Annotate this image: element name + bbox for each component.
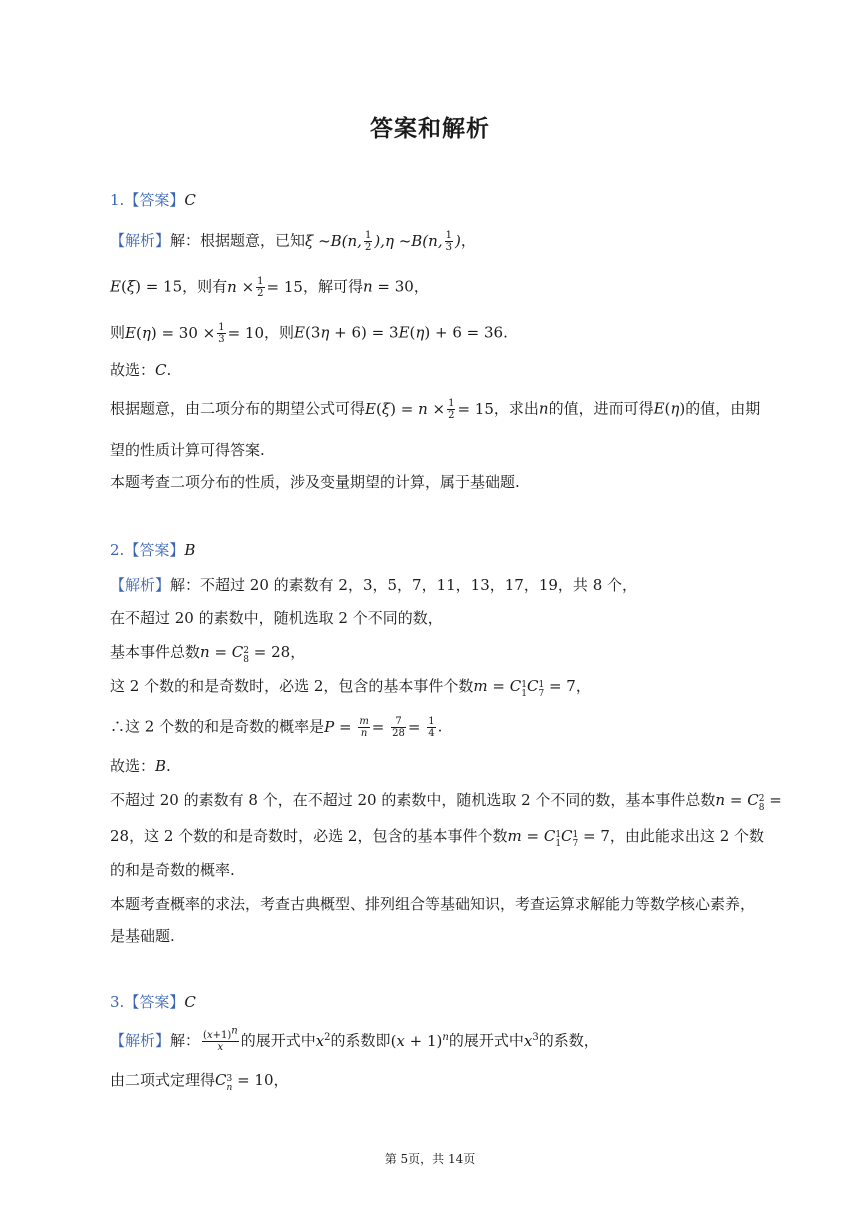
q2-line-7 <box>110 790 782 813</box>
q3-text: 的展开式中 <box>240 1031 316 1050</box>
q1-answer-tag: 【答案】 <box>124 191 185 209</box>
q2-answer-tag: 【答案】 <box>124 541 185 559</box>
q2-jiexi-tag: 【解析】 <box>110 576 171 594</box>
q3-answer: C <box>184 993 196 1011</box>
q3-text: 的系数即 <box>330 1031 391 1050</box>
page-footer: 第 5页，共 14页 <box>384 1152 476 1166</box>
q3-line-2: 由二项式定理得C 3 n = 10， <box>110 1071 289 1093</box>
q1-formula: n <box>538 399 549 418</box>
q2-formula: m = C 1 1 C 1 7 = 7 <box>473 677 576 699</box>
q1-number: 1. <box>110 191 125 209</box>
q2-header <box>110 540 195 560</box>
q3-jiexi-tag: 【解析】 <box>110 1031 171 1050</box>
q3-text: 由二项式定理得 <box>110 1071 216 1089</box>
q1-text: ，求出 <box>493 399 539 418</box>
q2-answer: B <box>184 541 196 559</box>
q3-formula: $(x + 1)^n$ <box>390 1031 449 1050</box>
q2-line-9: 的和是奇数的概率. <box>110 861 235 879</box>
q1-formula: n × $\frac{1}{2}$ = 15 <box>227 276 303 299</box>
q2-text: 这 2 个数的和是奇数时，必选 2，包含的基本事件个数 <box>110 677 474 695</box>
q1-jiexi-tag: 【解析】 <box>110 231 171 250</box>
q2-line-10: 本题考查概率的求法，考查古典概型、排列组合等基础知识，考查运算求解能力等数学核心素养， <box>110 895 756 913</box>
q2-text: 故选： <box>110 757 156 775</box>
q1-formula: E(ξ) = n × $\frac{1}{2}$ = 15 <box>365 398 494 421</box>
q2-text: 基本事件总数 <box>110 643 201 661</box>
q3-answer-tag: 【答案】 <box>124 993 185 1011</box>
q2-text: 28，这 2 个数的和是奇数时，必选 2，包含的基本事件个数 <box>110 827 508 845</box>
q3-formula: $x^3$ <box>523 1031 539 1050</box>
q1-line-7: 本题考查二项分布的性质，涉及变量期望的计算，属于基础题. <box>110 473 520 491</box>
q2-text: ，由此能求出这 2 个数 <box>609 827 765 845</box>
q2-formula: m = C 1 1 C 1 7 = 7 <box>507 827 610 849</box>
q2-line-11: 是基础题. <box>110 927 175 945</box>
q3-header <box>110 992 196 1012</box>
page-title: 答案和解析 <box>370 116 490 142</box>
q3-formula: $\frac{(x+1)^n}{x}$ <box>203 1025 238 1053</box>
q1-header <box>110 190 196 210</box>
q2-line-5: ∴这 2 个数的和是奇数的概率是P = $\frac{m}{n}$ = $\frac{7}{28}$ = $\frac{1}{4}$ . <box>110 716 443 739</box>
q2-formula: n = C 2 8 = 28 <box>200 643 291 665</box>
q1-text: 故选： <box>110 361 156 379</box>
q1-line-5 <box>110 398 760 421</box>
q1-text: ，则有 <box>182 277 228 296</box>
q1-answer: C <box>184 191 196 209</box>
q3-text: 的系数， <box>538 1031 599 1050</box>
q1-line-6: 望的性质计算可得答案. <box>110 441 265 459</box>
q1-text: 则 <box>110 323 126 342</box>
q2-line-6: 故选：B. <box>110 757 171 775</box>
q2-text: 解：不超过 20 的素数有 2，3，5，7，11，13，17，19，共 8 个， <box>170 576 638 594</box>
q2-text: 不超过 20 的素数有 8 个，在不超过 20 的素数中，随机选取 2 个不同的数，基本事件总数 <box>110 791 716 809</box>
q2-text: ∴这 2 个数的和是奇数的概率是 <box>110 717 325 736</box>
q1-formula: E(η) <box>653 399 686 418</box>
q1-line-3: 则E(η) = 30 × $\frac{1}{3}$ = 10，则E(3η + 6) = 3E(η) + 6 = 36. <box>110 322 508 345</box>
q2-number: 2. <box>110 541 125 559</box>
q1-choice: C <box>155 361 167 379</box>
q1-line-4: 故选：C. <box>110 361 172 379</box>
q1-text: ，则 <box>264 323 295 342</box>
q2-line-4: 这 2 个数的和是奇数时，必选 2，包含的基本事件个数m = C 1 1 C 1 7 = 7， <box>110 677 591 699</box>
q1-text: 根据题意，由二项分布的期望公式可得 <box>110 399 366 418</box>
q3-number: 3. <box>110 993 125 1011</box>
q2-line-1 <box>110 575 637 595</box>
q1-line-2: E(ξ) = 15，则有n × $\frac{1}{2}$ = 15，解可得n = 30， <box>110 276 429 299</box>
q2-choice: B <box>155 757 167 775</box>
q3-text: 解： <box>170 1031 201 1050</box>
q2-line-8 <box>110 826 764 849</box>
q1-line-1: 【解析】解：根据题意，已知ξ ~B(n, $\frac{1}{2}$ ),η ~B(n, $\frac{1}{3}$ )， <box>110 230 476 253</box>
q1-text: 的值，由期 <box>685 399 761 418</box>
q3-line-1 <box>110 1025 599 1053</box>
q3-formula: $x^2$ <box>315 1031 331 1050</box>
q1-formula: E(η) = 30 × $\frac{1}{3}$ = 10 <box>125 322 265 345</box>
q1-text: 解：根据题意，已知 <box>170 231 306 250</box>
q1-formula: n = 30 <box>362 277 414 296</box>
q3-formula: C 3 n = 10 <box>215 1071 274 1093</box>
q2-line-3: 基本事件总数n = C 2 8 = 28， <box>110 643 306 665</box>
q1-formula: E(ξ) = 15 <box>110 277 183 296</box>
q2-line-2: 在不超过 20 的素数中，随机选取 2 个不同的数， <box>110 609 443 627</box>
q3-text: 的展开式中 <box>448 1031 524 1050</box>
q2-formula: P = $\frac{m}{n}$ = $\frac{7}{28}$ = $\frac{1}{4}$ <box>324 716 435 739</box>
q1-formula: E(3η + 6) = 3E(η) + 6 = 36 <box>294 323 504 342</box>
q1-text: 的值，进而可得 <box>548 399 654 418</box>
q2-formula: n = C 2 8 = <box>715 791 782 813</box>
q1-formula: ξ ~B(n, $\frac{1}{2}$ ),η ~B(n, $\frac{1}{3}$ ) <box>305 230 461 253</box>
q1-text: ，解可得 <box>302 277 363 296</box>
